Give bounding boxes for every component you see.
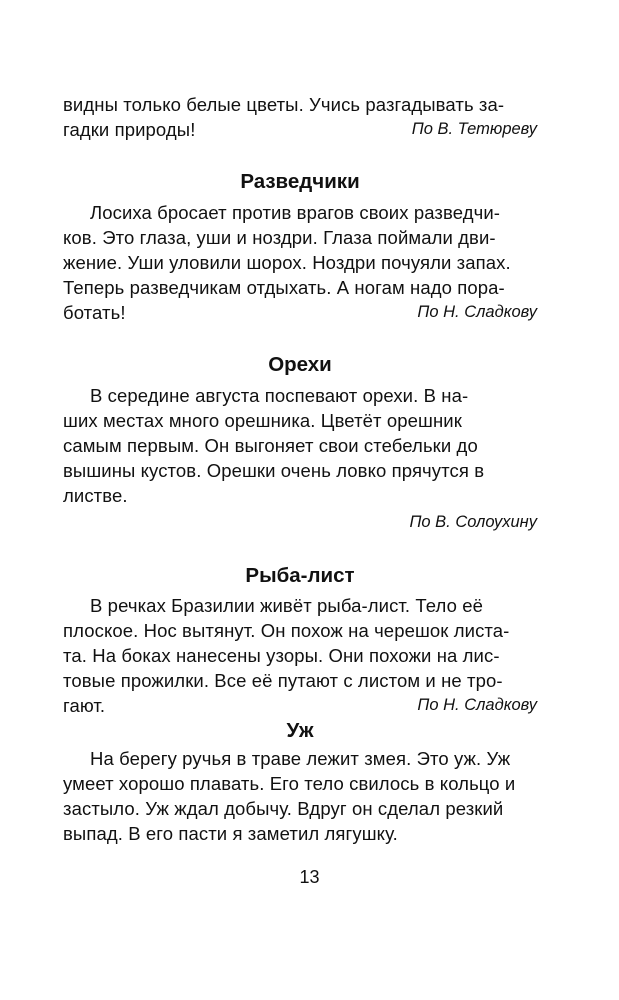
- text-line: умеет хорошо плавать. Его тело свилось в кольцо и: [63, 773, 516, 794]
- text-line: гадки природы!: [63, 119, 196, 140]
- story-title: Орехи: [268, 353, 332, 376]
- story-paragraph: [63, 383, 537, 508]
- author-attribution: По В. Тетюреву: [411, 120, 537, 138]
- text-line: гают.: [63, 695, 106, 716]
- text-line: плоское. Нос вытянут. Он похож на черешок листа-: [63, 620, 510, 641]
- story-title: Рыба-лист: [245, 564, 355, 587]
- text-line: В середине августа поспевают орехи. В на-: [90, 385, 469, 406]
- text-line: ков. Это глаза, уши и ноздри. Глаза поймали дви-: [63, 227, 496, 248]
- text-line: вышины кустов. Орешки очень ловко прячутся в: [63, 460, 485, 481]
- text-line: видны только белые цветы. Учись разгадывать за-: [63, 94, 505, 115]
- author-attribution: По Н. Сладкову: [417, 303, 537, 321]
- author-attribution: По В. Солоухину: [409, 513, 537, 531]
- text-line: В речках Бразилии живёт рыба-лист. Тело её: [90, 595, 484, 616]
- text-line: Теперь разведчикам отдыхать. А ногам надо пора-: [63, 277, 505, 298]
- text-line: ших местах много орешника. Цветёт орешник: [63, 410, 462, 431]
- text-line: та. На боках нанесены узоры. Они похожи на лис-: [63, 645, 500, 666]
- text-line: листве.: [63, 485, 128, 506]
- text-line: застыло. Уж ждал добычу. Вдруг он сделал резкий: [63, 798, 504, 819]
- text-line: самым первым. Он выгоняет свои стебельки до: [63, 435, 478, 456]
- page-number: 13: [299, 867, 320, 887]
- story-title: Уж: [286, 719, 314, 742]
- story-title: Разведчики: [240, 170, 360, 193]
- text-line: жение. Уши уловили шорох. Ноздри почуяли запах.: [63, 252, 511, 273]
- author-attribution: По Н. Сладкову: [417, 696, 537, 714]
- text-line: Лосиха бросает против врагов своих разведчи-: [90, 202, 501, 223]
- text-line: На берегу ручья в траве лежит змея. Это уж. Уж: [90, 748, 511, 769]
- text-line: выпад. В его пасти я заметил лягушку.: [63, 823, 398, 844]
- text-line: ботать!: [63, 302, 126, 323]
- story-paragraph: [63, 746, 537, 846]
- text-line: товые прожилки. Все её путают с листом и не тро-: [63, 670, 503, 691]
